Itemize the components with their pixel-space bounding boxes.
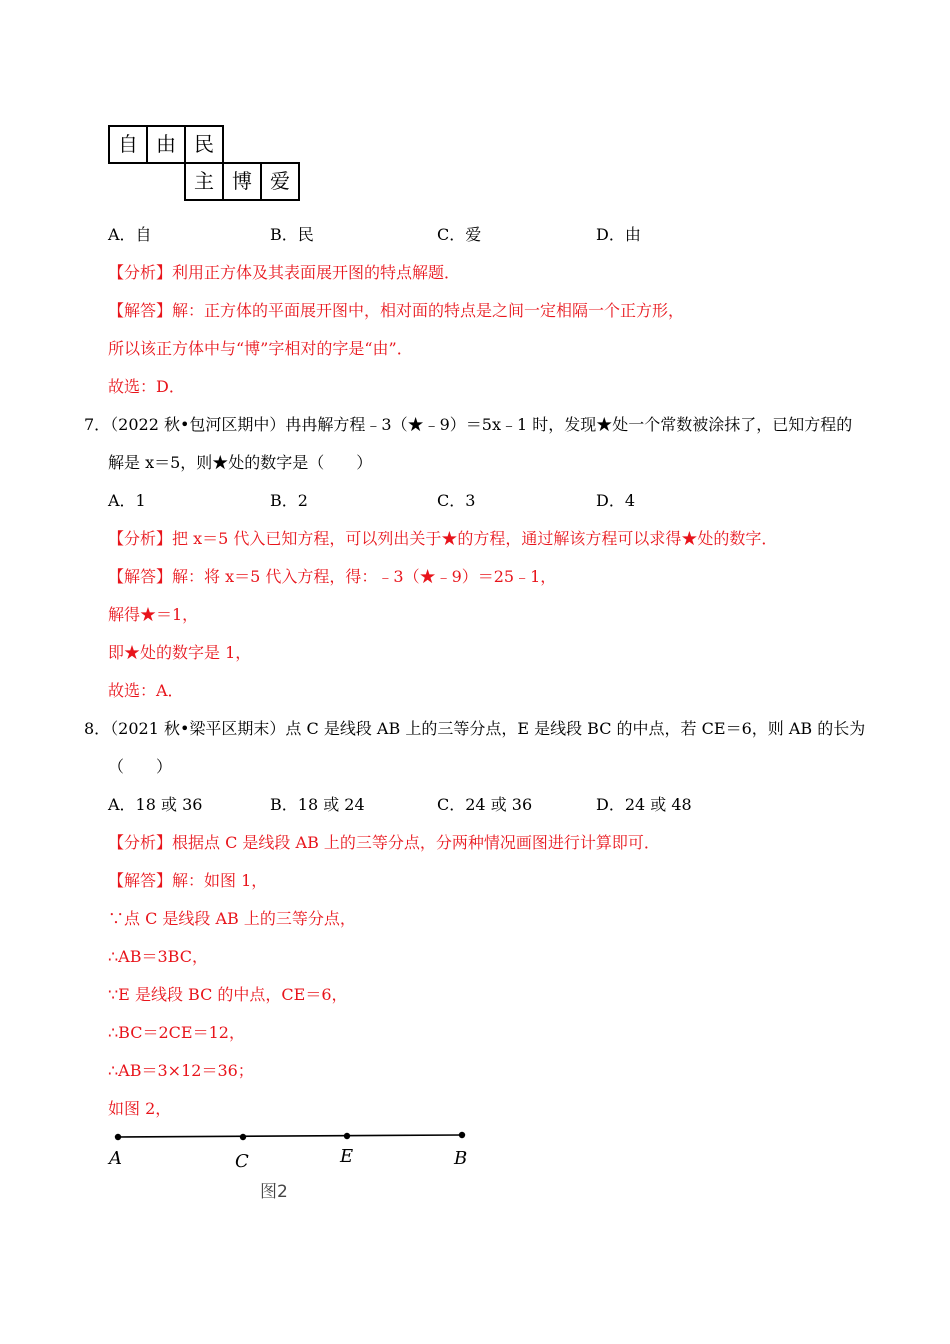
answer-choice: 故选：D． bbox=[108, 377, 185, 396]
answer-line: ∴AB＝3BC， bbox=[108, 947, 208, 966]
answer-line: 解：如图 1， bbox=[172, 871, 268, 890]
question-8-stem-cont: （ ） bbox=[108, 757, 173, 776]
answer-choice: 故选：A． bbox=[108, 681, 184, 700]
analysis-tag: 【分析】 bbox=[108, 833, 173, 852]
answer-line: 所以该正方体中与“博”字相对的字是“由”． bbox=[108, 339, 413, 358]
option-a: A．自 bbox=[108, 225, 152, 244]
point-c-label: C bbox=[235, 1151, 249, 1172]
option-d: D．由 bbox=[596, 225, 641, 244]
analysis-text: 把 x＝5 代入已知方程，可以列出关于★的方程，通过解该方程可以求得★处的数字． bbox=[172, 529, 778, 548]
answer-line: 解：正方体的平面展开图中，相对面的特点是之间一定相隔一个正方形， bbox=[172, 301, 685, 320]
answer-line: ∵E 是线段 BC 的中点，CE＝6， bbox=[108, 985, 348, 1004]
q6-analysis bbox=[108, 263, 460, 283]
net-cell: 博 bbox=[222, 162, 262, 201]
option-a: A．1 bbox=[108, 491, 146, 510]
point-a-dot bbox=[115, 1134, 121, 1140]
answer-tag: 【解答】 bbox=[108, 871, 173, 890]
answer-line: 即★处的数字是 1， bbox=[108, 643, 252, 662]
net-cell: 自 bbox=[108, 125, 148, 164]
q7-analysis bbox=[108, 529, 777, 549]
q8-analysis bbox=[108, 833, 660, 853]
segment-line bbox=[118, 1135, 462, 1137]
point-b-dot bbox=[459, 1132, 465, 1138]
question-7-stem-cont: 解是 x＝5，则★处的数字是（ ） bbox=[108, 453, 373, 472]
option-b: B．2 bbox=[270, 491, 308, 510]
question-8-stem: 8．（2021 秋•梁平区期末）点 C 是线段 AB 上的三等分点，E 是线段 BC 的中点，若 CE＝6，则 AB 的长为 bbox=[84, 719, 866, 738]
point-c-dot bbox=[240, 1134, 246, 1140]
option-d: D．24 或 48 bbox=[596, 795, 692, 814]
answer-line: ∴AB＝3×12＝36； bbox=[108, 1061, 254, 1080]
point-b-label: B bbox=[454, 1148, 468, 1169]
q7-answer bbox=[108, 567, 556, 587]
answer-tag: 【解答】 bbox=[108, 301, 173, 320]
option-b: B．18 或 24 bbox=[270, 795, 365, 814]
answer-tag: 【解答】 bbox=[108, 567, 173, 586]
analysis-text: 利用正方体及其表面展开图的特点解题． bbox=[172, 263, 461, 282]
q6-answer bbox=[108, 301, 684, 321]
analysis-tag: 【分析】 bbox=[108, 263, 173, 282]
net-cell: 民 bbox=[184, 125, 224, 164]
option-c: C．3 bbox=[437, 491, 476, 510]
figure-caption: 图2 bbox=[260, 1182, 288, 1202]
option-b: B．民 bbox=[270, 225, 314, 244]
question-7-stem: 7．（2022 秋•包河区期中）冉冉解方程﹣3（★﹣9）＝5x﹣1 时，发现★处一个常数被涂抹了，已知方程的 bbox=[84, 415, 853, 434]
q8-answer bbox=[108, 871, 267, 891]
point-e-label: E bbox=[340, 1146, 354, 1167]
answer-line: ∵点 C 是线段 AB 上的三等分点， bbox=[108, 909, 356, 928]
answer-line: 解：将 x＝5 代入方程，得：﹣3（★﹣9）＝25﹣1， bbox=[172, 567, 557, 586]
answer-line: 如图 2， bbox=[108, 1099, 172, 1118]
option-d: D．4 bbox=[596, 491, 636, 510]
cube-net-figure bbox=[108, 125, 308, 205]
net-cell: 由 bbox=[146, 125, 186, 164]
answer-line: 解得★＝1， bbox=[108, 605, 199, 624]
option-c: C．24 或 36 bbox=[437, 795, 533, 814]
point-a-label: A bbox=[109, 1148, 122, 1169]
answer-line: ∴BC＝2CE＝12， bbox=[108, 1023, 245, 1042]
segment-figure-2 bbox=[100, 1120, 480, 1210]
option-a: A．18 或 36 bbox=[108, 795, 203, 814]
point-e-dot bbox=[344, 1133, 350, 1139]
option-c: C．爱 bbox=[437, 225, 482, 244]
analysis-text: 根据点 C 是线段 AB 上的三等分点，分两种情况画图进行计算即可． bbox=[172, 833, 660, 852]
analysis-tag: 【分析】 bbox=[108, 529, 173, 548]
net-cell: 主 bbox=[184, 162, 224, 201]
net-cell: 爱 bbox=[260, 162, 300, 201]
